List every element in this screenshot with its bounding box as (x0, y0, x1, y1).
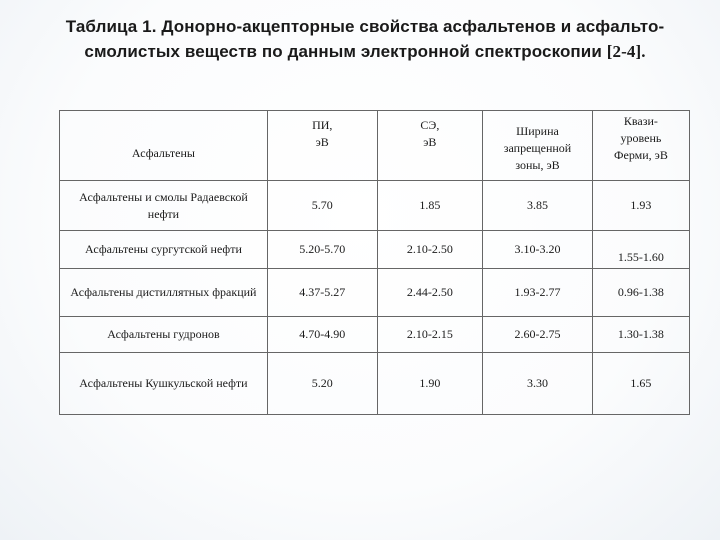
table-row (60, 231, 690, 269)
title-text: Таблица 1. Донорно-акцепторные свойства асфальтенов и асфальто-смолистых веществ по данным электронной спектроскопии (65, 17, 665, 61)
data-table (59, 110, 690, 415)
row-pi: 4.70-4.90 (267, 317, 377, 353)
row-width: 3.10-3.20 (483, 231, 593, 269)
row-fermi: 1.30-1.38 (592, 317, 689, 353)
row-pi: 5.20-5.70 (267, 231, 377, 269)
row-se: 1.90 (377, 353, 483, 415)
row-pi: 5.20 (267, 353, 377, 415)
table-row (60, 317, 690, 353)
page-title (40, 14, 690, 64)
row-se: 1.85 (377, 181, 483, 231)
table-row (60, 181, 690, 231)
title-reference: [2-4]. (606, 42, 646, 61)
row-name: Асфальтены сургутской нефти (60, 231, 268, 269)
table-row (60, 353, 690, 415)
row-name: Асфальтены Кушкульской нефти (60, 353, 268, 415)
header-band-gap: Ширина запрещенной зоны, эВ (483, 111, 593, 181)
table-header-row (60, 111, 690, 181)
row-width: 3.30 (483, 353, 593, 415)
row-fermi: 0.96-1.38 (592, 269, 689, 317)
row-width: 2.60-2.75 (483, 317, 593, 353)
row-se: 2.44-2.50 (377, 269, 483, 317)
row-pi: 4.37-5.27 (267, 269, 377, 317)
row-se: 2.10-2.15 (377, 317, 483, 353)
header-electron-affinity: СЭ, эВ (377, 111, 483, 181)
row-name: Асфальтены гудронов (60, 317, 268, 353)
header-asphaltenes: Асфальтены (60, 111, 268, 181)
header-ionization-potential: ПИ, эВ (267, 111, 377, 181)
row-fermi: 1.55-1.60 (592, 231, 689, 269)
row-se: 2.10-2.50 (377, 231, 483, 269)
header-fermi-level: Квази- уровень Ферми, эВ (592, 111, 689, 181)
row-fermi: 1.65 (592, 353, 689, 415)
row-width: 1.93-2.77 (483, 269, 593, 317)
row-fermi: 1.93 (592, 181, 689, 231)
row-width: 3.85 (483, 181, 593, 231)
row-name: Асфальтены и смолы Радаевской нефти (60, 181, 268, 231)
row-pi: 5.70 (267, 181, 377, 231)
table-row (60, 269, 690, 317)
row-name: Асфальтены дистиллятных фракций (60, 269, 268, 317)
